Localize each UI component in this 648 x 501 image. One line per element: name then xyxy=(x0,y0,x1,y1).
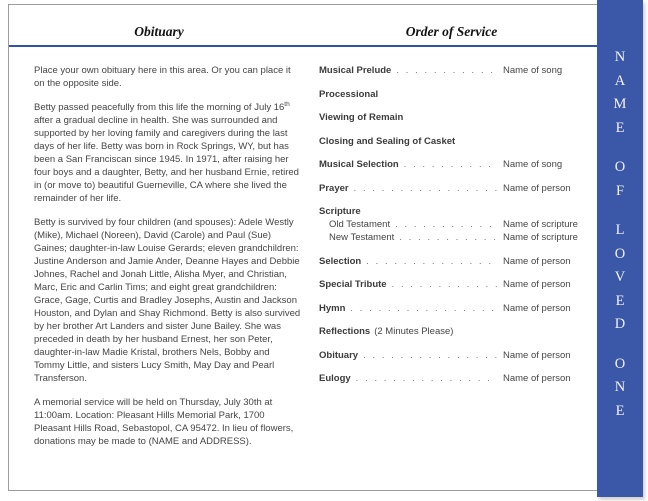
superscript: th xyxy=(284,100,290,108)
sidebar-letter: E xyxy=(615,402,625,419)
dotted-leader xyxy=(399,231,497,244)
item-label: Prayer xyxy=(319,182,349,194)
item-value: Name of person xyxy=(503,279,571,290)
item-label: Processional xyxy=(319,88,379,100)
order-of-service-item xyxy=(319,64,591,77)
sidebar-letter: V xyxy=(614,269,626,285)
sidebar-word xyxy=(597,219,643,337)
order-of-service-item xyxy=(319,88,591,101)
dotted-leader xyxy=(395,218,497,231)
dotted-leader xyxy=(363,349,497,362)
item-label: Obituary xyxy=(319,349,359,361)
order-of-service-list xyxy=(319,64,591,385)
obituary-text xyxy=(34,64,302,448)
order-of-service-item xyxy=(319,111,591,124)
sidebar-letter: E xyxy=(615,292,625,309)
dotted-leader xyxy=(354,182,497,195)
dotted-leader xyxy=(350,302,497,315)
obituary-paragraph: A memorial service will be held on Thursday, July 30th at 11:00am. Location: Pleasant Hills Memorial Park, 1700 Pleasant Hills Road, Sebastopol, CA 95472. In lieu of flowers, donations may be made to (NAME and ADDRESS). xyxy=(34,397,294,447)
sidebar-letter: N xyxy=(614,49,626,65)
order-of-service-column xyxy=(319,64,591,396)
item-note: (2 Minutes Please) xyxy=(374,326,454,337)
sidebar-word xyxy=(597,46,643,140)
item-label: Musical Prelude xyxy=(319,65,392,76)
order-of-service-item xyxy=(319,325,591,338)
obituary-paragraph: Place your own obituary here in this area. Or you can place it on the opposite side. xyxy=(34,65,291,89)
item-label: Old Testament xyxy=(329,219,391,230)
item-label: Closing and Sealing of Casket xyxy=(319,135,456,147)
obituary-column xyxy=(34,64,302,459)
sidebar-letter: O xyxy=(614,159,626,175)
sidebar-letter: M xyxy=(613,96,627,112)
item-label: Special Tribute xyxy=(319,279,387,290)
sidebar-letter: O xyxy=(614,355,626,372)
sidebar-letter: D xyxy=(614,316,626,332)
item-value: Name of song xyxy=(503,65,563,76)
item-value: Name of person xyxy=(503,349,571,361)
item-value: Name of person xyxy=(503,373,571,384)
sidebar-letter: L xyxy=(615,222,625,238)
order-of-service-item xyxy=(319,302,591,315)
sidebar-letter: N xyxy=(614,379,626,395)
item-label: Selection xyxy=(319,255,362,267)
content-columns xyxy=(9,47,640,459)
dotted-leader xyxy=(392,278,497,291)
item-label: New Testament xyxy=(329,232,395,243)
item-value: Name of person xyxy=(503,182,571,194)
dotted-leader xyxy=(356,372,497,385)
order-of-service-title: Order of Service xyxy=(405,24,498,39)
dotted-leader xyxy=(404,158,497,171)
order-of-service-item xyxy=(319,278,591,291)
item-label: Reflections xyxy=(319,326,371,337)
order-of-service-subitem xyxy=(319,231,591,244)
item-label: Viewing of Remain xyxy=(319,112,404,123)
order-of-service-item xyxy=(319,349,591,362)
order-of-service-item xyxy=(319,255,591,268)
order-of-service-item xyxy=(319,372,591,385)
order-of-service-group xyxy=(319,205,591,244)
sidebar-letter: A xyxy=(614,72,626,89)
item-label: Hymn xyxy=(319,302,346,314)
dotted-leader xyxy=(396,64,497,77)
name-of-loved-one-sidebar xyxy=(597,0,643,497)
obituary-title: Obituary xyxy=(134,24,184,39)
sidebar-word xyxy=(597,353,643,424)
obituary-paragraph: Betty is survived by four children (and spouses): Adele Westly (Mike), Michael (Noreen), David (Carole) and Paul (Sue) Gaines; daughter-in-law Louise Gerards; eleven grandchildren: Justine Anderson and Jamie Ander, Deanne Hayes and Debbie Johnes, Rachel and Jonah Little, Alisha Myer, and Christian, Marc, Eric and Carlin Tims; and eight great grandchildren: Grace, Gage, Curtis and Bradley Josephs, Austin and Jackson Houston, and Dylan and Shay Richmond. Betty is also survived by her brother Art Landers and sister June Bailey. She was preceded in death by her husband Ernest, her son Peter, daughter-in-law Madie Kristal, brothers Nels, Bobby and Tommy Little, and sisters Lucy Smith, May Day and Pearl Transferson. xyxy=(34,217,301,384)
order-of-service-subitem xyxy=(319,218,591,231)
item-label: Eulogy xyxy=(319,373,351,384)
page-header xyxy=(9,5,640,47)
order-of-service-item xyxy=(319,182,591,195)
sidebar-word xyxy=(597,156,643,203)
item-label: Musical Selection xyxy=(319,159,399,170)
obituary-paragraph: Betty passed peacefully from this life the morning of July 16th after a gradual decline in health. She was surrounded and supported by her loving family and caregivers during the last days of her life. Betty was born in Rock Springs, WY, but has been a San Franciscan since 1945. In 1971, after raising her four boys and a daughter, Betty, and her husband Ernie, retired in (or move to) beautiful Guerneville, CA where she lived the remainder of her life. xyxy=(34,100,299,204)
item-value: Name of scripture xyxy=(503,219,578,230)
item-value: Name of person xyxy=(503,255,571,267)
order-of-service-item xyxy=(319,205,591,218)
order-of-service-item xyxy=(319,158,591,171)
item-value: Name of scripture xyxy=(503,232,578,243)
item-value: Name of person xyxy=(503,302,571,314)
item-label: Scripture xyxy=(319,206,361,217)
sidebar-letter: F xyxy=(615,182,625,199)
sidebar-letter: O xyxy=(614,245,626,262)
sidebar-letter: E xyxy=(615,119,625,136)
dotted-leader xyxy=(366,255,497,268)
item-value: Name of song xyxy=(503,159,563,170)
program-inner-page xyxy=(8,4,641,491)
order-of-service-item xyxy=(319,135,591,148)
